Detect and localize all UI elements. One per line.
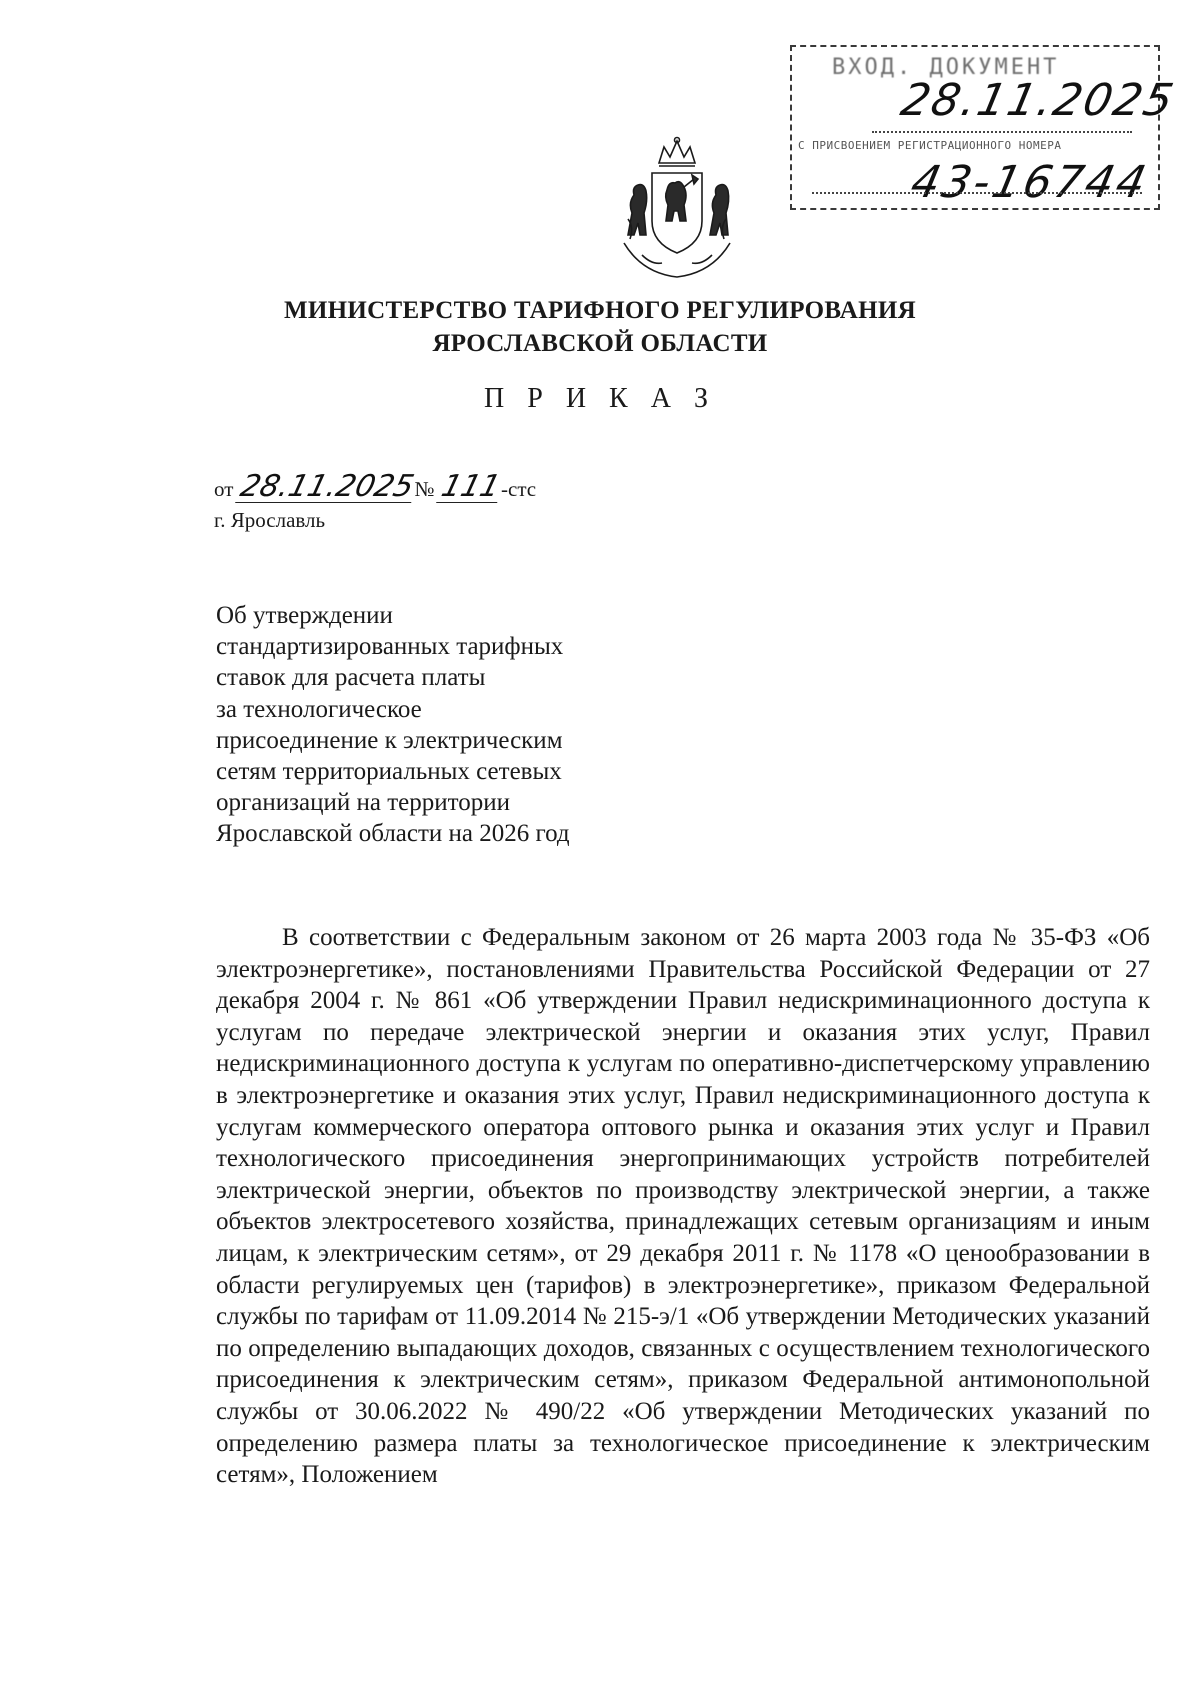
number-sign: № [414,477,435,501]
order-title [216,600,676,850]
stamp-caption-text: С ПРИСВОЕНИЕМ РЕГИСТРАЦИОННОГО НОМЕРА [798,139,1062,152]
handwritten-order-number: 111 [437,469,504,504]
order-title-line: за технологическое [216,695,422,723]
stamp-header-text: ВХОД. ДОКУМЕНТ [832,55,1060,80]
order-title-line: организаций на территории [216,789,510,817]
order-title-line: присоединение к электрическим [216,726,563,754]
order-number-suffix: -стс [501,477,537,501]
city-name: г. Ярославль [214,508,326,532]
registration-stamp [790,45,1180,210]
ministry-name-line: МИНИСТЕРСТВО ТАРИФНОГО РЕГУЛИРОВАНИЯ [283,297,916,324]
ministry-name [0,294,1200,360]
order-date-number-line [214,469,537,504]
handwritten-order-date: 28.11.2025 [236,469,418,504]
body-paragraph: В соответствии с Федеральным законом от 26 марта 2003 года № 35-ФЗ «Об электроэнергетике», постановлениями Правительства Российской Федерации от 27 декабря 2004 г. № 861 «Об утверждении Правил недискриминационного доступа к услугам по передаче электрической энергии и оказания этих услуг, Правил недискриминационного доступа к услугам по оперативно-диспетчерскому управлению в электроэнергетике и оказания этих услуг, Правил недискриминационного доступа к услугам коммерческого оператора оптового рынка и оказания этих услуг и Правил технологического присоединения энергопринимающих устройств потребителей электрической энергии, объектов по производству электрической энергии, а также объектов электросетевого хозяйства, принадлежащих сетевым организациям и иным лицам, к электрическим сетям», от 29 декабря 2011 г. № 1178 «О ценообразовании в области регулируемых цен (тарифов) в электроэнергетике», приказом Федеральной службы по тарифам от 11.09.2014 № 215-э/1 «Об утверждении Методических указаний по определению выпадающих доходов, связанных с осуществлением технологического присоединения к электрическим сетям», приказом Федеральной антимонопольной службы от 30.06.2022 № 490/22 «Об утверждении Методических указаний по определению размера платы за технологическое присоединение к электрическим сетям», Положением [216,924,1150,1489]
date-prefix: от [214,477,234,501]
stamp-handwritten-number: 43-16744 [906,157,1154,208]
ministry-name-line: ЯРОСЛАВСКОЙ ОБЛАСТИ [432,330,768,357]
stamp-handwritten-date: 28.11.2025 [896,75,1180,126]
stamp-divider [872,131,1132,133]
stamp-divider [812,192,1142,194]
order-title-line: сетям территориальных сетевых [216,758,562,786]
order-title-line: Ярославской области на 2026 год [216,820,570,848]
order-title-line: стандартизированных тарифных [216,633,564,661]
document-type-title: П Р И К А З [484,383,716,414]
order-title-line: ставок для расчета платы [216,664,486,692]
order-title-line: Об утверждении [216,602,393,629]
yaroslavl-coat-of-arms-icon [612,135,742,285]
